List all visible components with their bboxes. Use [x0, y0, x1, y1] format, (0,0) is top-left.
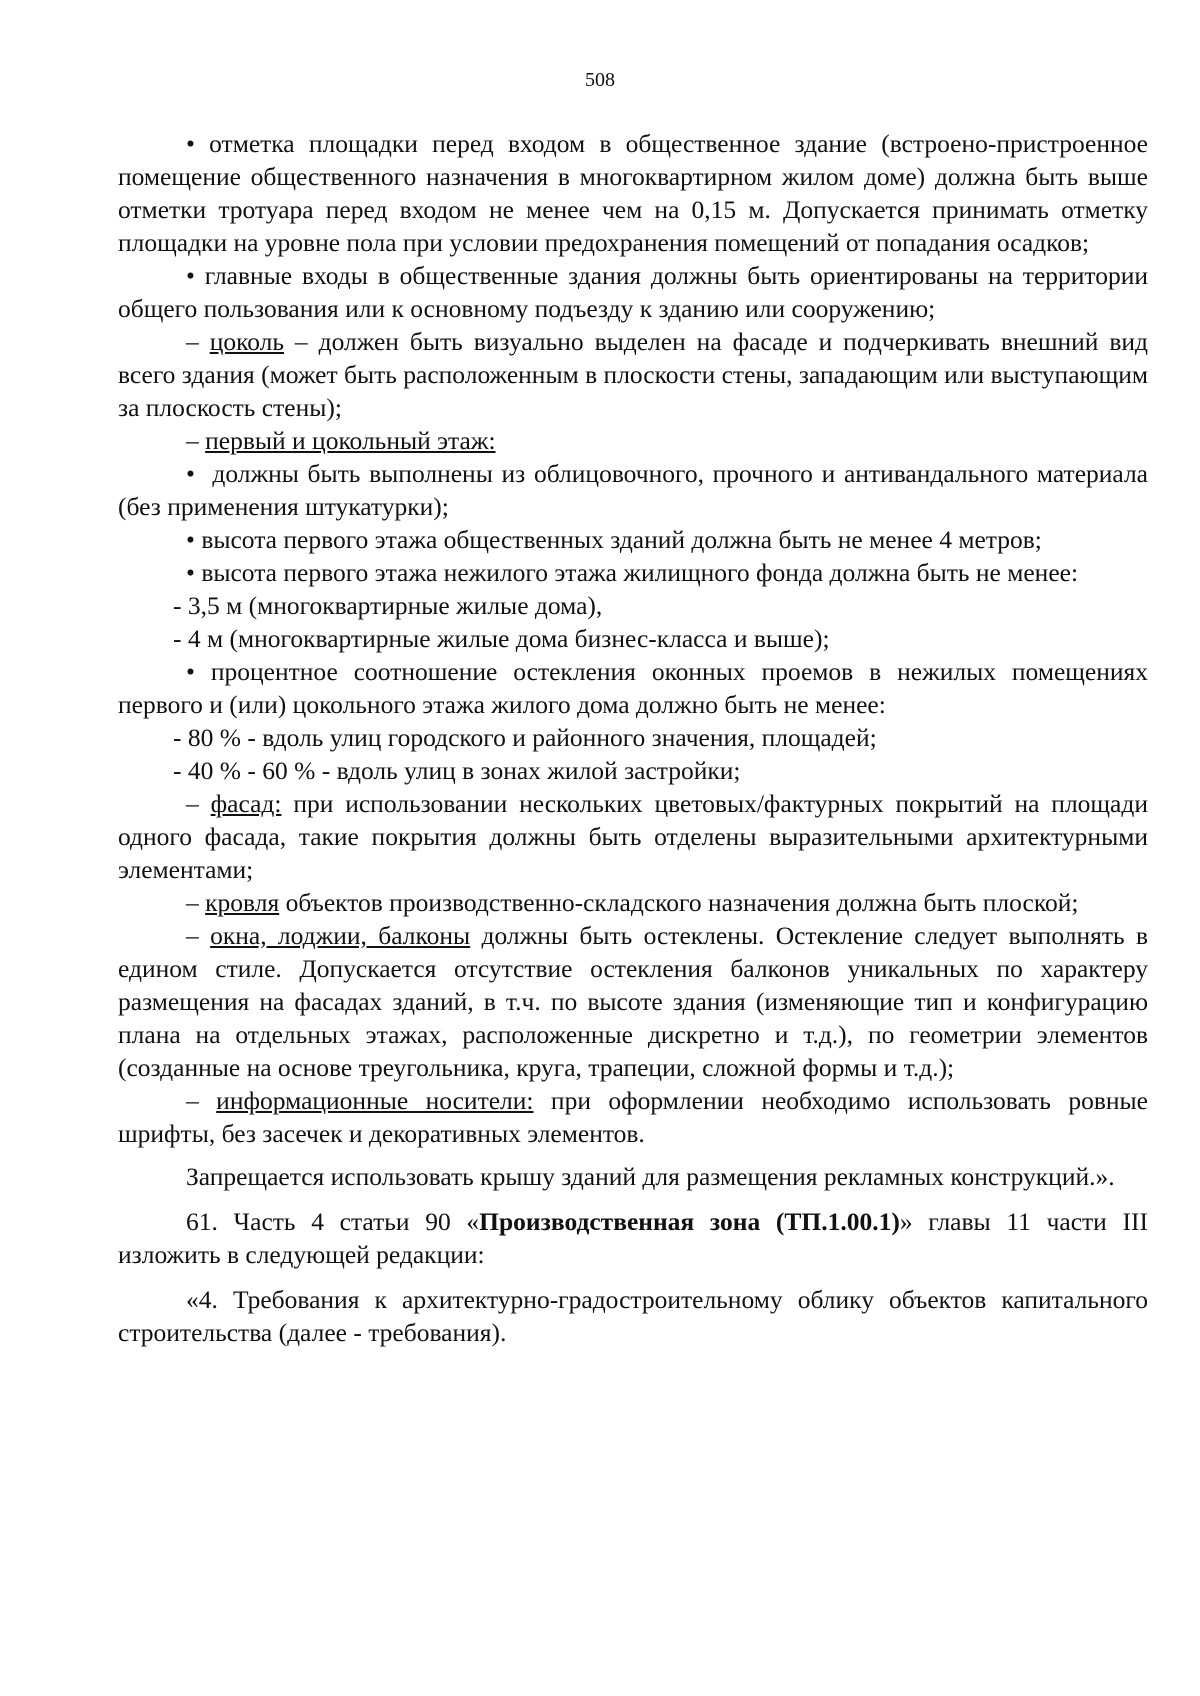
dash-marker: –	[186, 921, 199, 950]
paragraph-landing-level: • отметка площадки перед входом в общественное здание (встроено-пристроенное помещение общественного назначения в многоквартирном жилом доме) должна быть выше отметки тротуара перед входом не менее чем на 0,15 м. Допускается принимать отметку площадки на уровне пола при условии предохранения помещений от попадания осадков;	[118, 129, 1148, 257]
paragraph-facade: – фасад: при использовании нескольких цветовых/фактурных покрытий на площади одного фасада, такие покрытия должны быть отделены выразительными архитектурными элементами;	[118, 789, 1148, 884]
term-first-floor: первый и цокольный этаж:	[205, 426, 496, 455]
document-body	[118, 127, 1148, 1349]
dash-marker: –	[186, 1086, 199, 1115]
term-signage: информационные носители:	[216, 1086, 534, 1115]
paragraph-first-floor-heading	[118, 424, 1148, 457]
list-item-height-4: - 4 м (многоквартирные жилые дома бизнес-класса и выше);	[173, 624, 830, 653]
paragraph-roof: – кровля объектов производственно-складского назначения должна быть плоской;	[186, 888, 1079, 917]
bullet-marker: •	[186, 558, 195, 587]
bullet-marker: •	[186, 459, 195, 488]
dash-marker: –	[186, 888, 199, 917]
paragraph-roof-advertising-ban: Запрещается использовать крышу зданий для размещения рекламных конструкций.».	[186, 1162, 1115, 1191]
bullet-marker: •	[186, 129, 195, 158]
paragraph-requirements-4: «4. Требования к архитектурно-градостроительному облику объектов капитального строительства (далее - требования).	[118, 1285, 1148, 1347]
bullet-marker: •	[186, 261, 195, 290]
paragraph-signage: – информационные носители: при оформлении необходимо использовать ровные шрифты, без засечек и декоративных элементов.	[118, 1086, 1148, 1148]
dash-marker: –	[186, 789, 199, 818]
bullet-marker: •	[186, 657, 195, 686]
term-windows: окна, лоджии, балконы	[210, 921, 471, 950]
list-item-height-3-5: - 3,5 м (многоквартирные жилые дома),	[173, 591, 603, 620]
list-item-glazing-40-60: - 40 % - 60 % - вдоль улиц в зонах жилой застройки;	[173, 756, 741, 785]
paragraph-main-entrances: • главные входы в общественные здания должны быть ориентированы на территории общего пользования или к основному подъезду к зданию или сооружению;	[118, 261, 1149, 323]
list-item-glazing-80: - 80 % - вдоль улиц городского и районного значения, площадей;	[173, 723, 877, 752]
paragraph-item-61: 61. Часть 4 статьи 90 «Производственная зона (ТП.1.00.1)» главы 11 части III изложить в следующей редакции:	[118, 1207, 1148, 1269]
bullet-marker: •	[186, 525, 195, 554]
paragraph-windows: – окна, лоджии, балконы должны быть остеклены. Остекление следует выполнять в едином стиле. Допускается отсутствие остекления балконов уникальных по характеру размещения на фасадах зданий, в т.ч. по высоте здания (изменяющие тип и конфигурацию плана на отдельных этажах, расположенные дискретно и т.д.), по геометрии элементов (созданные на основе треугольника, круга, трапеции, сложной формы и т.д.);	[118, 921, 1148, 1082]
paragraph-glazing-ratio: • процентное соотношение остекления оконных проемов в нежилых помещениях первого и (или) цокольного этажа жилого дома должно быть не менее:	[118, 657, 1148, 719]
page-number: 508	[585, 69, 615, 91]
term-plinth: цоколь	[209, 327, 284, 356]
paragraph-public-floor-height: • высота первого этажа общественных зданий должна быть не менее 4 метров;	[186, 525, 1042, 554]
paragraph-nonresidential-floor-height: • высота первого этажа нежилого этажа жилищного фонда должна быть не менее:	[186, 558, 1079, 587]
term-roof: кровля	[205, 888, 280, 917]
paragraph-plinth: – цоколь – должен быть визуально выделен на фасаде и подчеркивать внешний вид всего здания (может быть расположенным в плоскости стены, западающим или выступающим за плоскость стены);	[118, 327, 1149, 422]
zone-name: Производственная зона (ТП.1.00.1)	[479, 1207, 900, 1236]
dash-marker: –	[186, 327, 199, 356]
paragraph-cladding: • должны быть выполнены из облицовочного, прочного и антивандального материала (без применения штукатурки);	[118, 459, 1148, 521]
term-facade: фасад:	[210, 789, 282, 818]
dash-marker: –	[186, 426, 199, 455]
